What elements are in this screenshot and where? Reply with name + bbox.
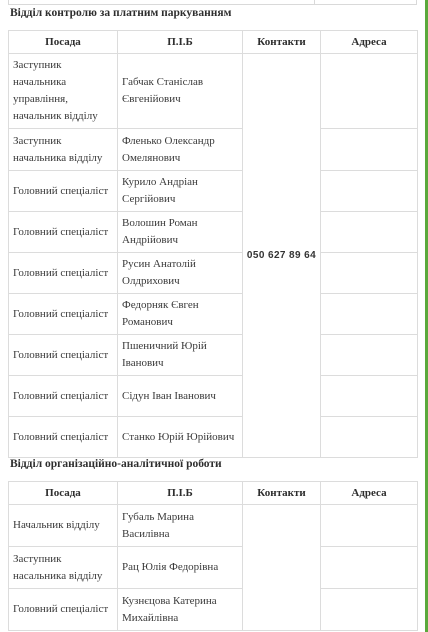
address-cell [321,129,418,171]
table-row [9,54,418,129]
table-row [9,129,418,171]
position-cell: Начальник відділу [9,505,118,547]
position-cell: Заступник начальника відділу [9,129,118,171]
section-title-organizational: Відділ організаційно-аналітичної роботи [10,458,222,470]
address-cell [321,547,418,589]
header-contacts: Контакти [243,482,321,505]
table-row [9,376,418,417]
organizational-staff-table [8,481,418,631]
table-row [9,547,418,589]
previous-table-bottom [8,0,417,5]
address-cell [321,505,418,547]
name-cell: Русин Анатолій Олдрихович [118,253,243,294]
position-cell: Головний спеціаліст [9,294,118,335]
address-cell [321,212,418,253]
position-cell: Головний спеціаліст [9,212,118,253]
position-cell: Головний спеціаліст [9,589,118,631]
table-row [9,253,418,294]
table-row [9,505,418,547]
table-row [9,294,418,335]
table-header-row [9,31,418,54]
position-cell: Головний спеціаліст [9,171,118,212]
header-position: Посада [9,482,118,505]
header-name: П.І.Б [118,482,243,505]
table-row [9,417,418,458]
contact-cell [243,505,321,631]
position-cell: Головний спеціаліст [9,417,118,458]
position-cell: Заступник начальника управління, начальник відділу [9,54,118,129]
table-header-row [9,482,418,505]
table-row [9,212,418,253]
header-contacts: Контакти [243,31,321,54]
name-cell: Сідун Іван Іванович [118,376,243,417]
table-row [9,589,418,631]
address-cell [321,589,418,631]
position-cell: Заступник насальника відділу [9,547,118,589]
table-row [9,335,418,376]
position-cell: Головний спеціаліст [9,376,118,417]
parking-staff-table [8,30,418,458]
address-cell [321,417,418,458]
name-cell: Станко Юрій Юрійович [118,417,243,458]
header-address: Адреса [321,31,418,54]
section-title-parking: Відділ контролю за платним паркуванням [10,7,232,19]
position-cell: Головний спеціаліст [9,335,118,376]
address-cell [321,294,418,335]
contact-phone[interactable]: 050 627 89 64 [243,54,321,458]
name-cell: Габчак Станіслав Євгенійович [118,54,243,129]
header-name: П.І.Б [118,31,243,54]
name-cell: Кузнєцова Катерина Михайлівна [118,589,243,631]
table-row [9,171,418,212]
header-address: Адреса [321,482,418,505]
name-cell: Волошин Роман Андрійович [118,212,243,253]
name-cell: Фленько Олександр Омелянович [118,129,243,171]
address-cell [321,376,418,417]
name-cell: Губаль Марина Василівна [118,505,243,547]
name-cell: Федорняк Євген Романович [118,294,243,335]
address-cell [321,335,418,376]
name-cell: Рац Юлія Федорівна [118,547,243,589]
name-cell: Курило Андріан Сергійович [118,171,243,212]
header-position: Посада [9,31,118,54]
address-cell [321,253,418,294]
position-cell: Головний спеціаліст [9,253,118,294]
address-cell [321,171,418,212]
address-cell [321,54,418,129]
name-cell: Пшеничний Юрій Іванович [118,335,243,376]
